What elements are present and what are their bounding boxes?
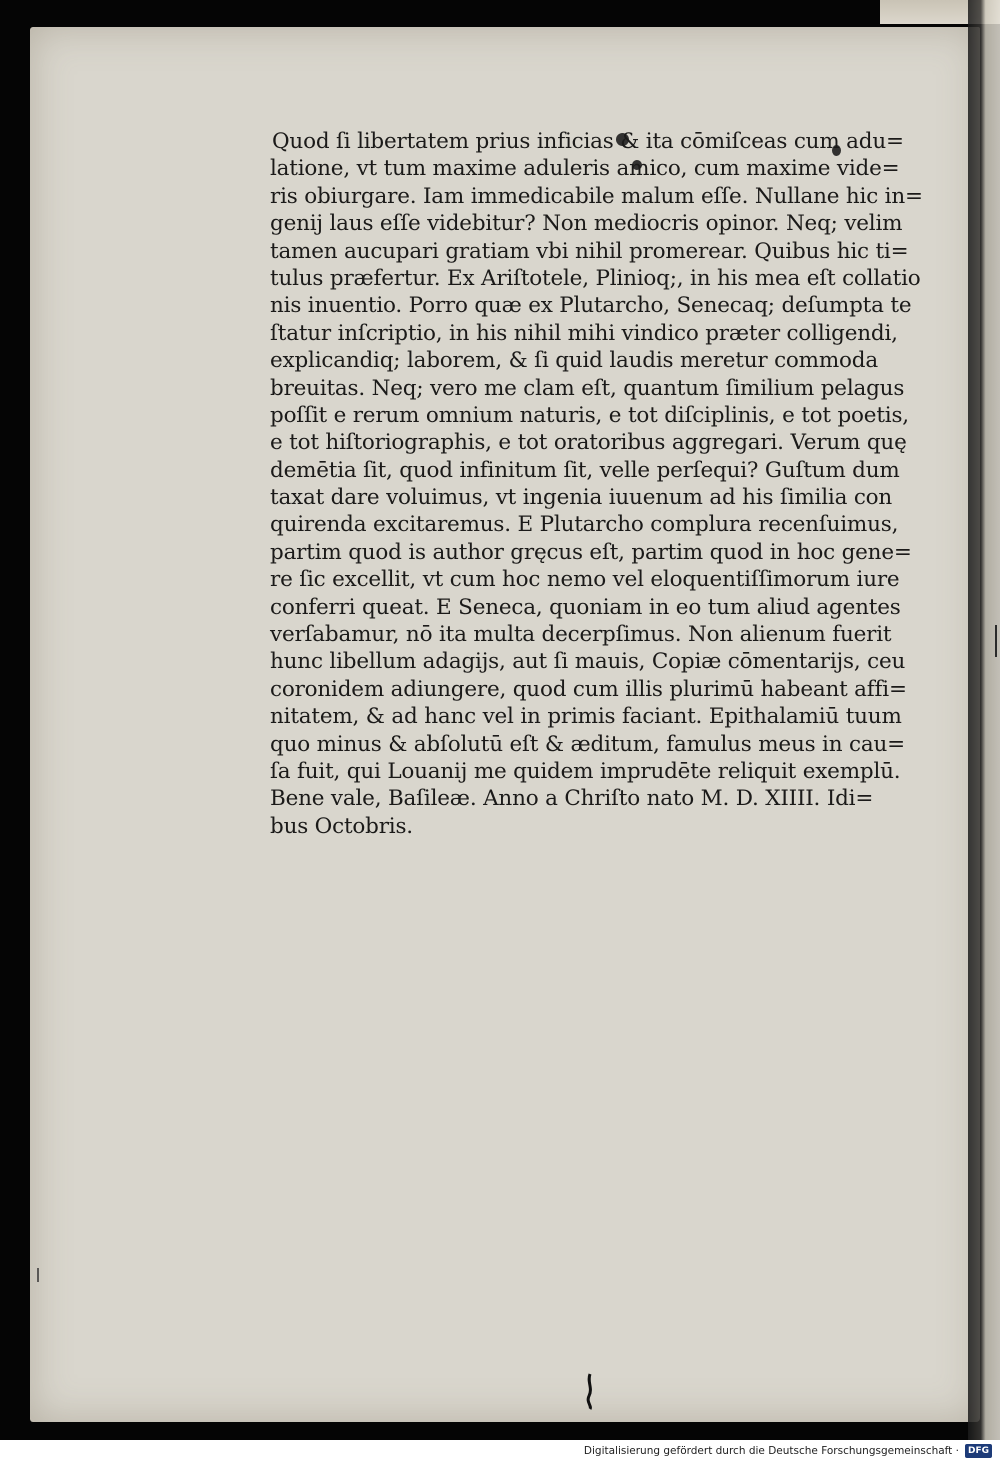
text-line: ſa fuit, qui Louanij me quidem imprudēte reliquit exemplū.	[270, 758, 901, 784]
text-line: latione, vt tum maxime aduleris amico, cum maxime vide=	[270, 156, 900, 182]
text-line: hunc libellum adagijs, aut ſi mauis, Copiæ cōmentarijs, ceu	[270, 649, 906, 675]
text-line: nis inuentio. Porro quæ ex Plutarcho, Senecaq; deſumpta te	[270, 293, 912, 319]
binding-thread-mark	[583, 1372, 597, 1410]
body-text	[270, 128, 930, 840]
text-line: tamen aucupari gratiam vbi nihil promerear. Quibus hic ti=	[270, 238, 909, 264]
text-line: coronidem adiungere, quod cum illis plurimū habeant affi=	[270, 676, 907, 702]
text-line: poſſit e rerum omnium naturis, e tot diſciplinis, e tot poetis,	[270, 402, 909, 428]
page-edge	[968, 0, 1000, 1440]
text-line: taxat dare voluimus, vt ingenia iuuenum ad his ſimilia con	[270, 485, 893, 511]
text-line: partim quod is author gręcus eſt, partim quod in hoc gene=	[270, 539, 912, 565]
text-line: Bene vale, Baſileæ. Anno a Chriſto nato M. D. XIIII. Idi=	[270, 786, 874, 812]
text-line: verſabamur, nō ita multa decerpſimus. Non alienum fuerit	[270, 622, 892, 648]
text-line: ſtatur inſcriptio, in his nihil mihi vindico præter colligendi,	[270, 320, 898, 346]
text-line: quirenda excitaremus. E Plutarcho complura recenſuimus,	[270, 512, 899, 538]
text-line: conferri queat. E Seneca, quoniam in eo tum aliud agentes	[270, 594, 901, 620]
text-line: genij laus eſſe videbitur? Non mediocris opinor. Neq; velim	[270, 211, 903, 237]
text-line: bus Octobris.	[270, 813, 413, 839]
text-line: nitatem, & ad hanc vel in primis faciant. Epithalamiū tuum	[270, 704, 902, 730]
text-line: tulus præfertur. Ex Ariſtotele, Plinioq;, in his mea eſt collatio	[270, 265, 921, 291]
text-line: explicandiq; laborem, & ſi quid laudis meretur commoda	[270, 348, 878, 374]
margin-mark	[36, 1268, 40, 1282]
text-line: demētia ſit, quod infinitum ſit, velle perſequi? Guſtum dum	[270, 457, 900, 483]
text-line: breuitas. Neq; vero me clam eſt, quantum ſimilium pelagus	[270, 375, 905, 401]
text-line: quo minus & abſolutū eſt & æditum, famulus meus in cau=	[270, 731, 905, 757]
edge-mark	[995, 625, 997, 657]
text-line: e tot hiſtoriographis, e tot oratoribus aggregari. Verum quę	[270, 430, 907, 456]
text-line: ris obiurgare. Iam immedicabile malum eſſe. Nullane hic in=	[270, 183, 923, 209]
text-line: Quod ſi libertatem prius inficias & ita cōmiſceas cum adu=	[272, 129, 904, 154]
funding-credit: Digitalisierung gefördert durch die Deutsche Forschungsgemeinschaft ·	[583, 1444, 959, 1457]
dfg-logo: DFG	[965, 1444, 992, 1458]
text-line: re ſic excellit, vt cum hoc nemo vel eloquentiſſimorum iure	[270, 567, 900, 593]
digitization-footer	[0, 1440, 1000, 1461]
